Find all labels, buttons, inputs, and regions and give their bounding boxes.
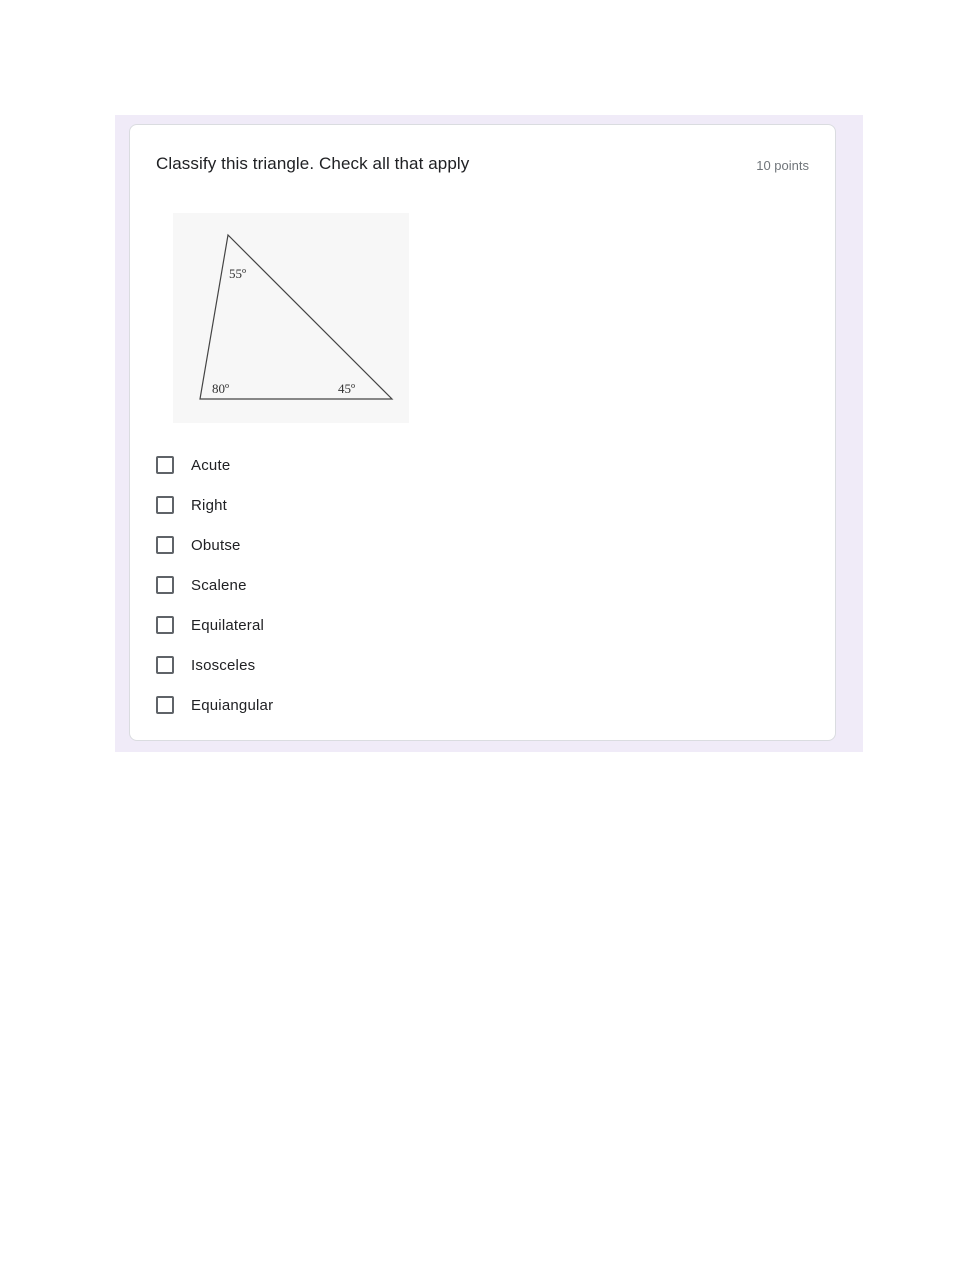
option-label: Isosceles xyxy=(191,656,256,674)
option-label: Equiangular xyxy=(191,696,274,714)
option-scalene[interactable] xyxy=(156,565,273,605)
option-label: Acute xyxy=(191,456,231,474)
option-acute[interactable] xyxy=(156,445,273,485)
angle-label-top: 55º xyxy=(229,266,247,281)
checkbox[interactable] xyxy=(156,696,174,714)
option-label: Right xyxy=(191,496,228,514)
triangle-shape xyxy=(200,235,392,399)
option-isosceles[interactable] xyxy=(156,645,273,685)
checkbox[interactable] xyxy=(156,616,174,634)
checkbox[interactable] xyxy=(156,656,174,674)
option-equilateral[interactable] xyxy=(156,605,273,645)
points-badge: 10 points xyxy=(756,158,809,173)
triangle-diagram xyxy=(173,213,409,423)
question-title: Classify this triangle. Check all that apply xyxy=(156,154,470,173)
checkbox[interactable] xyxy=(156,536,174,554)
option-obtuse[interactable] xyxy=(156,525,273,565)
checkbox[interactable] xyxy=(156,576,174,594)
option-equiangular[interactable] xyxy=(156,685,273,725)
option-label: Scalene xyxy=(191,576,247,594)
question-card xyxy=(129,124,836,741)
angle-label-bottom-right: 45º xyxy=(338,381,356,396)
option-right[interactable] xyxy=(156,485,273,525)
triangle-figure xyxy=(173,213,409,423)
option-label: Equilateral xyxy=(191,616,265,634)
option-label: Obutse xyxy=(191,536,241,554)
checkbox[interactable] xyxy=(156,456,174,474)
options-list xyxy=(156,445,273,725)
angle-label-bottom-left: 80º xyxy=(212,381,230,396)
checkbox[interactable] xyxy=(156,496,174,514)
